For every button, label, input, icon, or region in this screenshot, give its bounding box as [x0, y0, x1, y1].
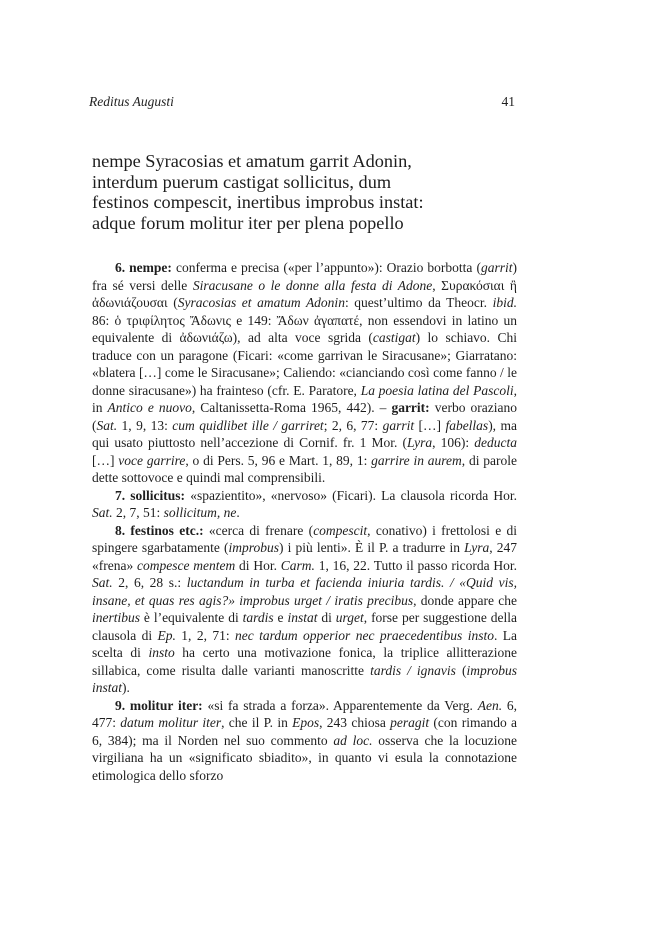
italic-text: fabellas [445, 417, 489, 433]
italic-text: Lyra [464, 540, 490, 555]
note-text: . [236, 505, 240, 520]
note-text: , in [92, 382, 518, 415]
italic-text: nec tardum opperior nec praecedentibus insto [235, 627, 494, 643]
italic-text: Antico e nuovo [107, 400, 192, 415]
note-text: , 106): [432, 435, 475, 450]
note-text: 1, 16, 22. Tutto il passo ricorda Hor. [314, 557, 517, 573]
note-text: «si fa strada a forza». Apparentemente da Verg. [202, 697, 478, 713]
note-text: , di parole dette sottovoce e quindi mal comprensibili. [92, 452, 517, 485]
italic-text: sollicitum, ne [163, 505, 237, 520]
italic-text: Sat. [96, 417, 118, 433]
italic-text: ibid. [492, 295, 517, 310]
note-text: di [317, 610, 336, 625]
note-text: 6, 477: [92, 697, 517, 730]
commentary [92, 259, 517, 784]
italic-text: Carm. [280, 557, 315, 573]
running-title: Reditus Augusti [89, 94, 174, 109]
note-paragraph [92, 259, 517, 487]
lemma: 7. sollicitus: [115, 487, 186, 503]
italic-text: compesce mentem [137, 557, 236, 573]
italic-text: improbus [228, 540, 279, 555]
italic-text: garrit [382, 417, 415, 433]
verse-line: nempe Syracosias et amatum garrit Adonin, [92, 151, 412, 171]
italic-text: urget [335, 610, 364, 625]
italic-text: insto [148, 645, 175, 660]
italic-text: castigat [372, 330, 416, 345]
italic-text: luctandum in turba et facienda iniuria tardis. / «Quid vis, insane, et quas res agis?» improbus urget / iratis precibus [92, 575, 517, 608]
lemma: 6. nempe: [115, 260, 172, 275]
italic-text: Aen. [477, 697, 503, 713]
note-text: 1, 9, 13: [117, 417, 173, 433]
note-text: (con rimando a 6, 384); ma il Norden nel suo commento [92, 715, 517, 748]
lemma: garrit: [391, 400, 430, 415]
note-text: osserva che la locuzione virgiliana ha un «significato sbiadito», in quanto vi esula la connotazione etimologica dello sforzo [92, 732, 517, 783]
note-text: ha certo una motivazione fonica, la triplice allitterazione sillabica, come risulta dalle varianti manoscritte [92, 645, 517, 678]
note-text: ( [455, 662, 467, 678]
verse-block [92, 151, 522, 233]
note-text: ), ma qui usato piuttosto nell’accezione di Cornif. fr. 1 Mor. ( [92, 417, 517, 450]
note-text: 2, 6, 28 s.: [112, 575, 187, 590]
note-text: , donde appare che [413, 592, 518, 608]
italic-text: tardis [242, 610, 274, 625]
lemma: 8. festinos etc.: [115, 522, 204, 538]
italic-text: La poesia latina del Pascoli [360, 382, 514, 398]
italic-text: Ep. [157, 627, 176, 643]
note-text: 2, 7, 51: [112, 505, 164, 520]
note-text: ) fra sé versi delle [92, 260, 517, 293]
note-text: è l’equivalente di [140, 610, 243, 625]
italic-text: Sat. [92, 575, 113, 590]
italic-text: peragit [390, 715, 430, 730]
italic-text: instat [287, 610, 318, 625]
italic-text: deducta [474, 435, 517, 450]
note-text: «cerca di frenare ( [203, 522, 314, 538]
note-text: e [273, 610, 288, 625]
note-text: […] [92, 452, 119, 468]
note-text: 1, 2, 71: [175, 627, 236, 643]
note-text: , Συρακόσιαι ἢ ἀδωνιάζουσαι ( [92, 277, 517, 310]
note-text: , conativo) i frettolosi e di spingere sgarbatamente ( [92, 522, 517, 555]
italic-text: datum molitur iter [120, 715, 222, 730]
verse-line: festinos compescit, inertibus improbus instat: [92, 192, 424, 213]
running-head [89, 93, 515, 111]
italic-text: inertibus [92, 610, 141, 625]
note-text: ) i più lenti». È il P. a tradurre in [278, 540, 465, 555]
italic-text: voce garrire [118, 452, 186, 468]
italic-text: Syracosias et amatum Adonin [177, 295, 345, 310]
note-text: «spazientito», «nervoso» (Ficari). La clausola ricorda Hor. [185, 487, 517, 503]
verse-line: adque forum molitur iter per plena popello [92, 212, 404, 233]
italic-text: Sat. [92, 505, 113, 520]
note-text: , 247 «frena» [92, 540, 517, 573]
note-text: , 243 chiosa [319, 715, 391, 730]
note-text: . La scelta di [92, 627, 517, 660]
lemma: 9. molitur iter: [115, 697, 203, 713]
note-text: , forse per suggestione della clausola di [92, 610, 517, 643]
note-text: […] [414, 417, 446, 433]
italic-text: cum quidlibet ille / garriret [172, 417, 324, 433]
note-text: ). [122, 680, 130, 695]
note-paragraph [92, 697, 517, 785]
italic-text: garrit [480, 260, 513, 275]
italic-text: garrire in aurem [371, 452, 462, 468]
verse-line: interdum puerum castigat sollicitus, dum [92, 171, 392, 192]
italic-text: compescit [313, 522, 368, 538]
note-text: , che il P. in [221, 715, 293, 730]
note-paragraph [92, 522, 517, 697]
italic-text: Epos [292, 715, 320, 730]
italic-text: tardis / ignavis [370, 662, 456, 678]
italic-text: ad loc. [333, 732, 373, 748]
note-text: , o di Pers. 5, 96 e Mart. 1, 89, 1: [185, 452, 372, 468]
note-text: 86: ὁ τριφίλητος Ἄδωνις e 149: Ἄδων ἀγαπατέ, non essendovi in latino un equivalente di ἀδωνιάζω), ad alta voce sgrida ( [92, 312, 517, 345]
italic-text: Lyra [407, 435, 433, 450]
note-paragraph [92, 487, 517, 522]
page-number: 41 [501, 94, 515, 109]
note-text: ) lo schiavo. Chi traduce con un paragone (Ficari: «come garrivan le Siracusane»; Giarratano: «blatera […] come le Siracusane»; Caliendo: «cianciando così come fanno / le donne siracusane») ha frainteso (cfr. E. Paratore, [92, 330, 517, 398]
note-text: , Caltanissetta-Roma 1965, 442). – [191, 400, 392, 415]
note-text: di Hor. [235, 557, 281, 573]
note-text: verbo oraziano ( [92, 400, 517, 433]
italic-text: improbus instat [92, 662, 517, 695]
italic-text: Siracusane o le donne alla festa di Adone [192, 277, 433, 293]
note-text: ; 2, 6, 77: [323, 417, 383, 433]
note-text: conferma e precisa («per l’appunto»): Orazio borbotta ( [171, 260, 481, 275]
note-text: : quest’ultimo da Theocr. [344, 295, 493, 310]
